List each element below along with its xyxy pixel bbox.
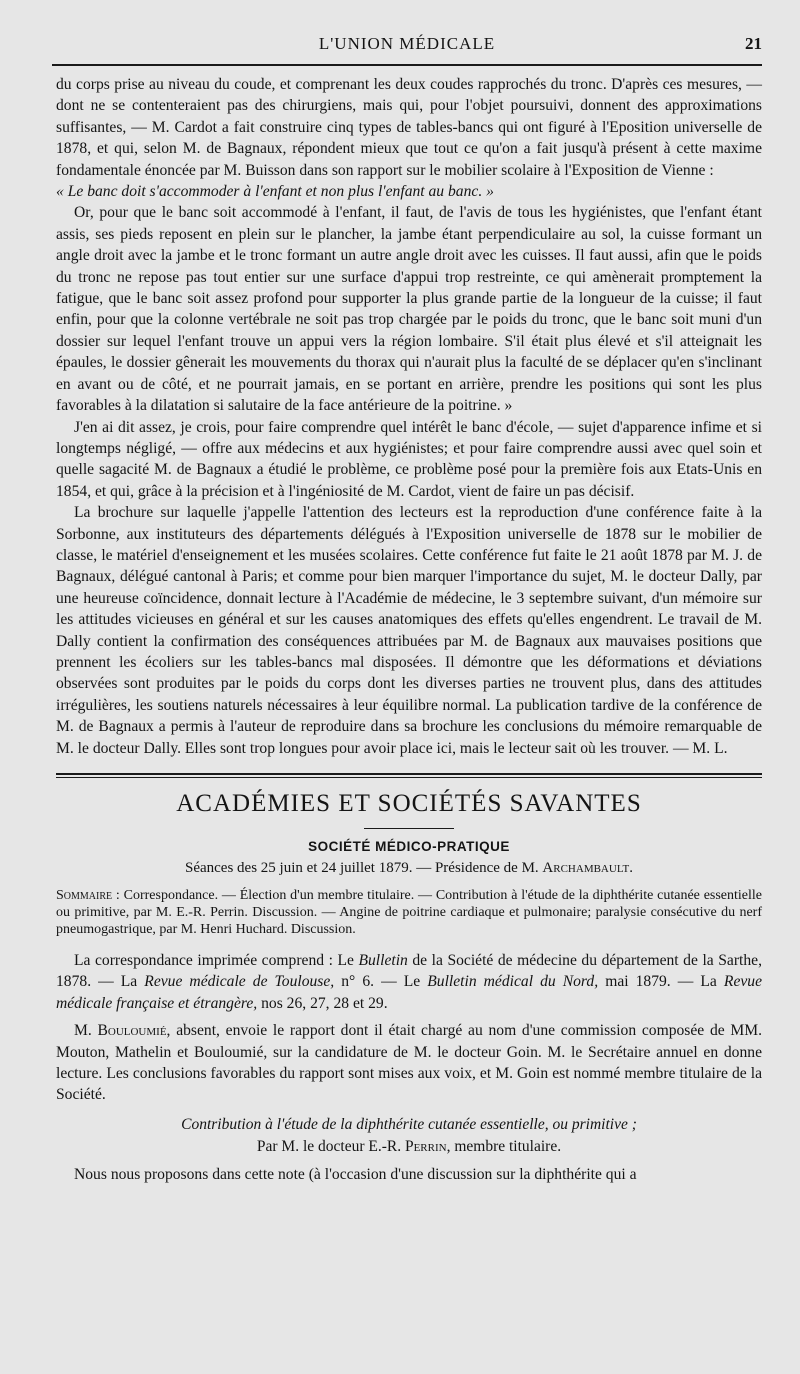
society-name: SOCIÉTÉ MÉDICO-PRATIQUE: [308, 839, 510, 854]
quote: « Le banc doit s'accommoder à l'enfant et non plus l'enfant au banc. »: [56, 183, 494, 201]
contribution-title: Contribution à l'étude de la diphthérite cutanée essentielle, ou primitive ;: [181, 1115, 637, 1133]
running-header: [52, 30, 762, 66]
summary: [56, 887, 762, 938]
paragraph: du corps prise au niveau du coude, et comprenant les deux coudes rapprochés du tronc. D'après ces mesures, — dont ne se contenteraient pas des chirurgiens, mais qui, pour l'objet poursuivi, donnent des approximations suffisantes, — M. Cardot a fait construire cinq types de tables-bancs qui ont figuré à l'Eposition universelle de 1878, et qui, selon M. de Bagnaux, répondent mieux que tout ce qu'on a fait jusqu'à présent à cette maxime fondamentale énoncée par M. Buisson dans son rapport sur le mobilier scolaire à l'Exposition de Vienne :: [56, 76, 762, 179]
sessions-line: [56, 860, 762, 877]
paragraph: J'en ai dit assez, je crois, pour faire comprendre quel intérêt le banc d'école, — sujet d'apparence infime et si longtemps négligé, — offre aux médecins et aux hygiénistes; et pour faire comprendre aussi avec quel soin et quelle sagacité M. de Bagnaux a étudié le problème, ce problème posé pour la première fois aux Etats-Unis en 1854, et qui, grâce à la précision et à l'ingéniosité de M. Cardot, vient de faire un pas décisif.: [56, 418, 762, 500]
paragraph: La brochure sur laquelle j'appelle l'attention des lecteurs est la reproduction d'une conférence faite à la Sorbonne, aux instituteurs des départements délégués à l'Exposition universelle de 1878 sur le mobilier de classe, le matériel d'enseignement et les musées scolaires. Cette conférence fut faite le 21 août 1878 par M. J. de Bagnaux, délégué cantonal à Paris; et comme pour bien marquer l'importance du sujet, M. le docteur Dally, par une heureuse coïncidence, donnait lecture à l'Académie de médecine, le 3 septembre suivant, d'un mémoire sur les attitudes vicieuses en général et sur les causes anatomiques des effets qu'elles engendrent. Le travail de M. Dally contient la confirmation des conséquences attribuées par M. de Bagnaux aux mauvaises positions que prennent les écoliers sur les tables-bancs mal disposées. Il démontre que les déformations et déviations observées sont produites par le poids du corps dont les diverses parties ne trouvent plus, dans des attitudes irrégulières, les soutiens naturels nécessaires à leur équilibre normal. La publication tardive de la conférence de M. de Bagnaux a permis à l'auteur de reproduire dans sa brochure les conclusions du mémoire remarquable de M. le docteur Dally. Elles sont trop longues pour avoir place ici, mais le lecteur sait où les trouver. — M. L.: [56, 504, 762, 757]
article-body: [56, 74, 762, 759]
contribution-body: [56, 1164, 762, 1185]
correspondence-paragraph: La correspondance imprimée comprend : Le Bulletin de la Société de médecine du département de la Sarthe, 1878. — La Revue médicale de Toulouse, n° 6. — Le Bulletin médical du Nord, mai 1879. — La Revue médicale française et étrangère, nos 26, 27, 28 et 29.: [56, 952, 763, 1012]
section-separator: [56, 773, 762, 778]
paragraph: Or, pour que le banc soit accommodé à l'enfant, il faut, de l'avis de tous les hygiénistes, que l'enfant étant assis, ses pieds reposent en plein sur le plancher, la jambe étant perpendiculaire au sol, la cuisse formant un angle droit avec la jambe et le tronc formant un autre angle droit avec les cuisses. Il faut aussi, afin que le poids du tronc ne repose pas tout entier sur une surface d'appui trop restreinte, ce qui amènerait promptement la fatigue, que le banc soit assez profond pour supporter la plus grande partie de la longueur de la cuisse; il faut enfin, pour que la colonne vertébrale ne soit pas trop chargée par le poids du tronc, que le banc soit muni d'un dossier sur lequel l'enfant trouve un appui vers la région lombaire. S'il était plus élevé et s'il atteignait les épaules, le dossier gênerait les mouvements du thorax qui n'aurait plus la faculté de se déplacer qu'en s'inclinant en avant ou de côté, et ne pourrait jamais, en se portant en arrière, prendre les positions qui sont les plus favorables à la dilatation si salutaire de la face antérieure de la poitrine. »: [56, 204, 762, 415]
short-rule: [364, 828, 454, 829]
journal-title: L'UNION MÉDICALE: [318, 34, 496, 53]
paragraph: Nous nous proposons dans cette note (à l'occasion d'une discussion sur la diphthérite qui a: [74, 1165, 637, 1183]
contribution-author: Par M. le docteur E.-R. Perrin, membre titulaire.: [256, 1137, 562, 1155]
summary-label: Sommaire :: [56, 888, 120, 903]
report-paragraph: M. Bouloumié, absent, envoie le rapport dont il était chargé au nom d'une commission composée de MM. Mouton, Mathelin et Bouloumié, sur la candidature de M. le docteur Goin. M. le Secrétaire annuel en donne lecture. Les conclusions favorables du rapport sont mises aux voix, et M. Goin est nommé membre titulaire de la Société.: [56, 1022, 763, 1104]
president-name: Archambault.: [542, 860, 633, 876]
summary-text: Correspondance. — Élection d'un membre titulaire. — Contribution à l'étude de la diphthérite cutanée essentielle ou primitive, par M. E.-R. Perrin. Discussion. — Angine de poitrine cardiaque et pulmonaire; paralysie consécutive du nerf pneumogastrique, par M. Henri Huchard. Discussion.: [56, 888, 763, 937]
correspondence-section: [56, 950, 762, 1106]
section-title: ACADÉMIES ET SOCIÉTÉS SAVANTES: [176, 790, 642, 817]
page-number: 21: [745, 34, 762, 53]
sessions-text: Séances des 25 juin et 24 juillet 1879. — Présidence de M.: [184, 860, 539, 876]
